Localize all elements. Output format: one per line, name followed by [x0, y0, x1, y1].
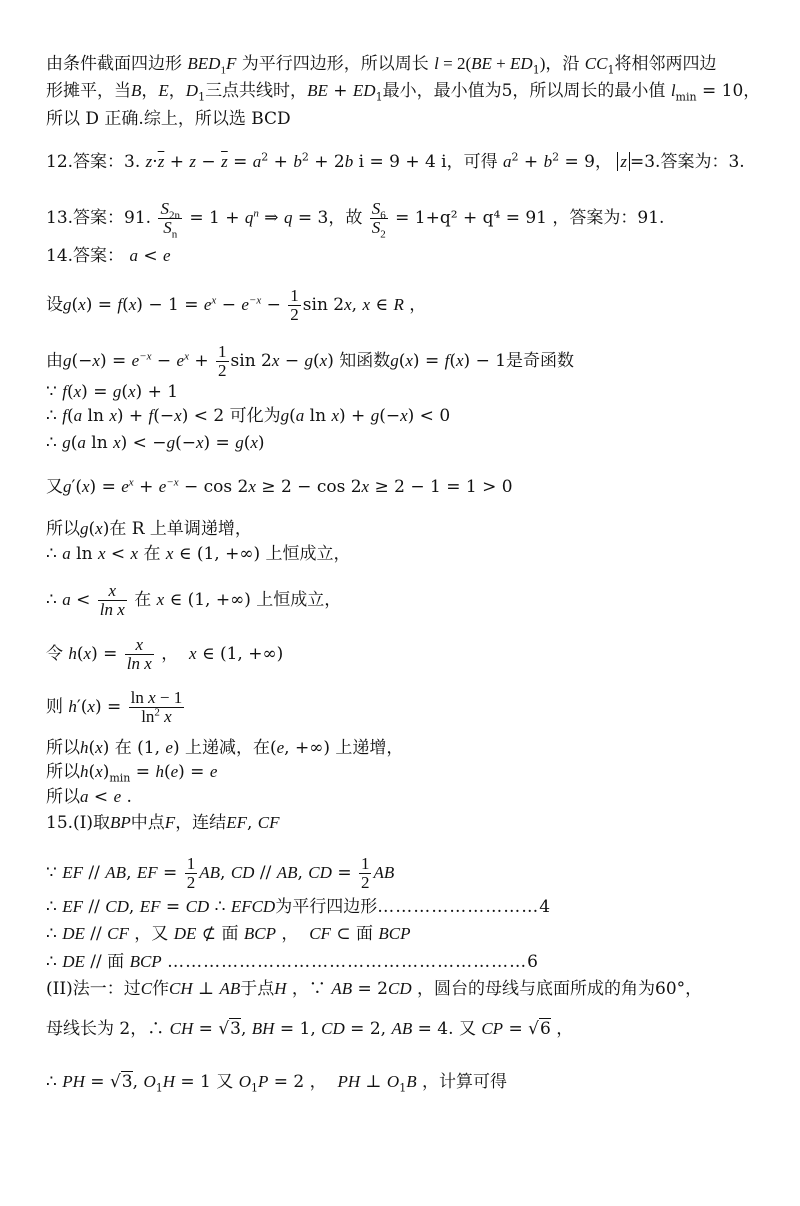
text: 知函数: [339, 351, 391, 371]
text-line: 由条件截面四边形 $BED_1F$ 为平行四边形，所以周长 $l = 2(BE + ED_1)$，沿 $CC_1$将相邻两四边: [46, 54, 717, 77]
text-line: 所以g(x)在 R 上单调递增，: [46, 519, 252, 539]
text-line: ∴ DE // CF ，又 DE ⊄ 面 BCP ， CF ⊂ 面 BCP: [46, 924, 411, 944]
text: 于点: [240, 979, 275, 999]
text-line: 由$g(-x) = e^{-x} - e^x$ + $\frac{1}{2}$ sin 2x − g(x) 知函数g(x) = f(x) − 1是奇函数: [46, 342, 575, 380]
text-line: ∴ EF // CD, EF = CD ∴ EFCD为平行四边形………………………4: [46, 897, 551, 917]
text: 作: [152, 979, 170, 999]
text: (II)法一：过: [46, 979, 141, 999]
text: 为平行四边形，所以周长: [241, 54, 429, 74]
text: 在 R 上单调递增，: [109, 519, 252, 539]
text: 将相邻两四边: [614, 54, 717, 74]
text: 形摊平，当: [46, 81, 131, 101]
text: ，可得: [446, 152, 498, 172]
text-line: [46, 108, 780, 130]
text: 由: [46, 351, 63, 371]
text-line: ∵ EF // AB, EF = $\frac{1}{2}$ AB, CD // AB, CD = $\frac{1}{2}$ AB: [46, 854, 395, 892]
text: 中点: [130, 813, 165, 833]
answer-15: 15.(I)取BP中点F，连结EF, CF: [46, 813, 280, 833]
text-line: 所以$h(x)_{min} = h(e) = e$: [46, 762, 218, 785]
text: ∴: [46, 433, 57, 453]
mark: 6: [527, 952, 538, 972]
text: 15.(I)取: [46, 813, 111, 833]
text: 上递减，在: [184, 738, 270, 758]
text-line: ∴ DE // 面 BCP ……………………………………………………6: [46, 952, 538, 972]
mark: 4: [539, 897, 551, 917]
text: =3.答案为：3.: [630, 152, 745, 172]
text: 又: [216, 1072, 234, 1092]
text: 由条件截面四边形: [46, 54, 182, 74]
text-line: 所以a < e .: [46, 787, 132, 807]
text-line: 又$g'(x) = e^x + e^{-x} - \cos 2x \ge 2 - \cos 2x \ge 2 - 1 = 1 > 0$: [46, 476, 513, 497]
text: 所以: [46, 787, 80, 807]
text: 13.答案：91.: [46, 208, 152, 228]
text: 令: [46, 644, 63, 664]
text-line: ∴ PH = √3, $O_1H = 1$ 又 $O_1P = 2$ ， PH ⊥ $O_1B$ ，计算可得: [46, 1072, 507, 1095]
text: 圆台的母线与底面所成的角为: [434, 979, 656, 999]
text: = 1+q² + q⁴ = 91 ，答案为：91.: [395, 208, 665, 228]
text-line: ∵ f(x) = g(x) + 1: [46, 382, 179, 402]
text: 上递增，: [335, 738, 404, 758]
text-line: 形摊平，当B，E，$D_1$三点共线时，BE + $ED_1$最小，最小值为5，所以周长的最小值 $l_{min} = 10$，: [46, 81, 761, 104]
text-line: ∴ g(a ln x) < −g(−x) = g(x): [46, 433, 265, 453]
text: 又: [46, 477, 63, 497]
text: 面: [221, 924, 239, 944]
answer-12: 12.答案：3. $z\cdot\overline{z} + z - \overline{z} = a^2 + b^2 + 2b$ i = 9 + 4 i，可得 $a^2 + b^2 = 9$， z =3.答案为：3.: [46, 150, 745, 172]
text-line: 则 h′(x) = $\frac{\text{ln x − 1}}{\ln^2 x}$: [46, 688, 183, 726]
text-line: (II)法一：过C作CH ⊥ AB于点H ，∵ AB = 2CD ，圆台的母线与底面所成的角为60°，: [46, 979, 703, 999]
text: 是奇函数: [506, 351, 575, 371]
text: 计算可得: [439, 1072, 507, 1092]
text: 12.答案：3.: [46, 152, 141, 172]
text-line: 所以h(x) 在 (1, e) 上递减，在(e, +∞) 上递增，: [46, 738, 404, 758]
text-line: 设$g(x) = f(x) - 1 = e^x - e^{-x}$ − $\frac{1}{2}$ sin 2x, x ∈ R ，: [46, 286, 427, 324]
text: 所以: [46, 762, 80, 782]
text: 面: [355, 924, 373, 944]
text: 所以: [46, 738, 80, 758]
text: 上恒成立，: [256, 590, 342, 610]
text: 三点共线时，: [205, 81, 308, 101]
text: ，: [594, 152, 612, 172]
text: 14.答案：: [46, 246, 125, 266]
answer-14: 14.答案： a < e: [46, 246, 171, 266]
text: 上恒成立，: [265, 544, 351, 564]
text: 面: [107, 952, 125, 972]
text: 可化为: [229, 406, 281, 426]
text: 又: [458, 1019, 476, 1039]
text: 则: [46, 697, 63, 717]
text-line: ∴ a < $\frac{x}{\text{ln x}}$ 在 x ∈ (1, +∞) 上恒成立，: [46, 581, 342, 619]
text-line: ∴ f(a ln x) + f(−x) < 2 可化为g(a ln x) + g(−x) < 0: [46, 406, 451, 426]
answer-13: 13.答案：91. $\frac{S_{2n}}{S_n}$ = $1 + q^n$ ⇒ q = 3，故 $\frac{S_6}{S_2}$ = 1+q² + q⁴ = 91 ，答案为：91.: [46, 199, 665, 241]
text-line: 令 h(x) = $\frac{x}{\text{ln x}}$ ， x ∈ (1, +∞): [46, 635, 284, 673]
text: 最小，最小值为5，所以周长的最小值: [382, 81, 666, 101]
text: ，故: [328, 208, 363, 228]
text: 所以 D 正确.综上，所以选 BCD: [46, 109, 291, 129]
text: 所以: [46, 519, 80, 539]
text: ，沿: [545, 54, 580, 74]
text: 为平行四边形: [275, 897, 378, 917]
text-line: ∴ a ln x < x 在 x ∈ (1, +∞) 上恒成立，: [46, 544, 351, 564]
text-line: 母线长为 2，∴ CH = √3, BH = 1, CD = 2, AB = 4. 又 CP = √6 ，: [46, 1019, 574, 1039]
text: ，连结: [175, 813, 227, 833]
text: 母线长为 2，: [46, 1019, 148, 1039]
text: ∵: [46, 382, 57, 402]
text: ∴: [46, 406, 57, 426]
text: 设: [46, 295, 63, 315]
